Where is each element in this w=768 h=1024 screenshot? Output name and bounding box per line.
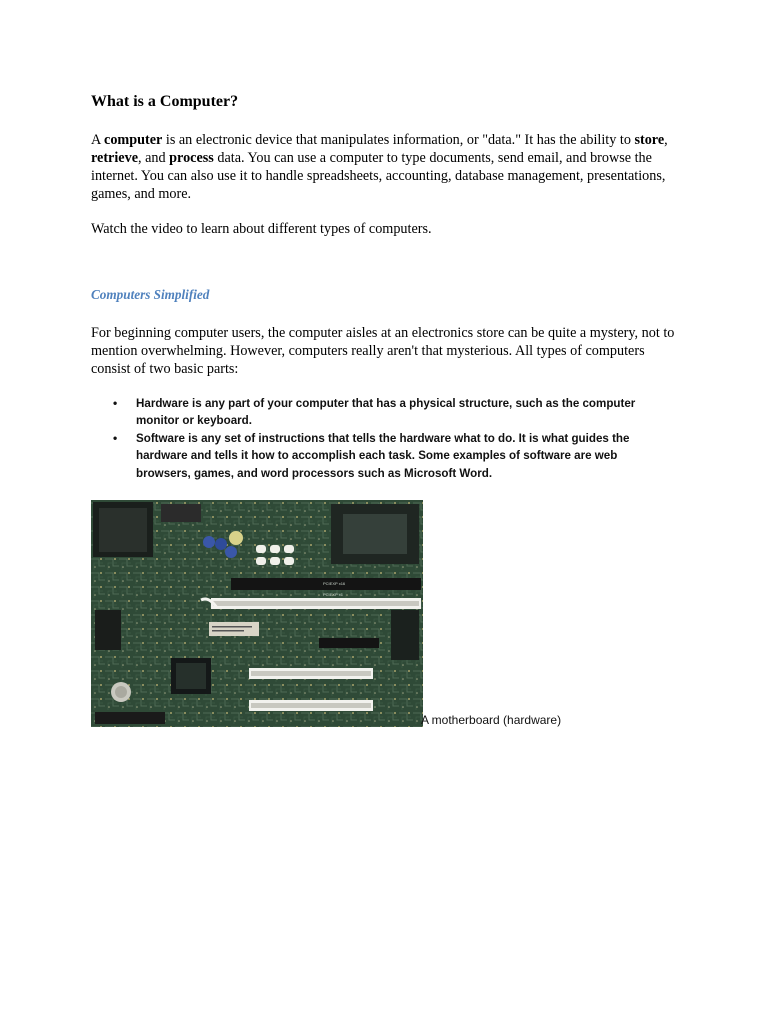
intro-text: data. You can use a computer to type documents, send email, and browse the internet. You can also use it to handle spreadsheets, accounting, database management, presentations, games, and more. (91, 150, 666, 202)
intro-text: is an electronic device that manipulates information, or "data." It has the ability to (162, 132, 635, 148)
board-label: PCIEXP x1 (323, 592, 343, 597)
term-computer: computer (104, 132, 163, 148)
intro-text: A (91, 132, 105, 148)
term-retrieve: retrieve (91, 150, 138, 166)
intro-text: , and (138, 150, 170, 166)
page-title: What is a Computer? (91, 93, 239, 110)
video-note: Watch the video to learn about different types of computers. (91, 221, 432, 237)
bullet-text: Software is any set of instructions that tells the hardware what to do. It is what guides the hardware and tells it how to accomplish each task. Some examples of software are web browsers, games, and word processors such as Microsoft Word. (136, 431, 630, 480)
board-label: PCIEXP x16 (323, 581, 346, 586)
list-item (113, 430, 673, 482)
intro-paragraph (91, 131, 691, 203)
section-paragraph: For beginning computer users, the computer aisles at an electronics store can be quite a mystery, not to mention overwhelming. However, computers really aren't that mysterious. All types of computers consist of two basic parts: (91, 325, 675, 377)
figure-caption: A motherboard (hardware) (421, 713, 562, 727)
list-item (113, 395, 673, 430)
intro-text: , (664, 132, 668, 148)
bullet-icon: • (113, 430, 118, 445)
motherboard-photo (91, 500, 423, 727)
bullet-icon: • (113, 396, 118, 410)
term-store: store (634, 132, 665, 148)
term-process: process (169, 150, 214, 166)
bullet-list (113, 395, 673, 482)
bullet-text: Hardware is any part of your computer that has a physical structure, such as the computer monitor or keyboard. (136, 397, 636, 428)
section-heading: Computers Simplified (91, 287, 210, 302)
